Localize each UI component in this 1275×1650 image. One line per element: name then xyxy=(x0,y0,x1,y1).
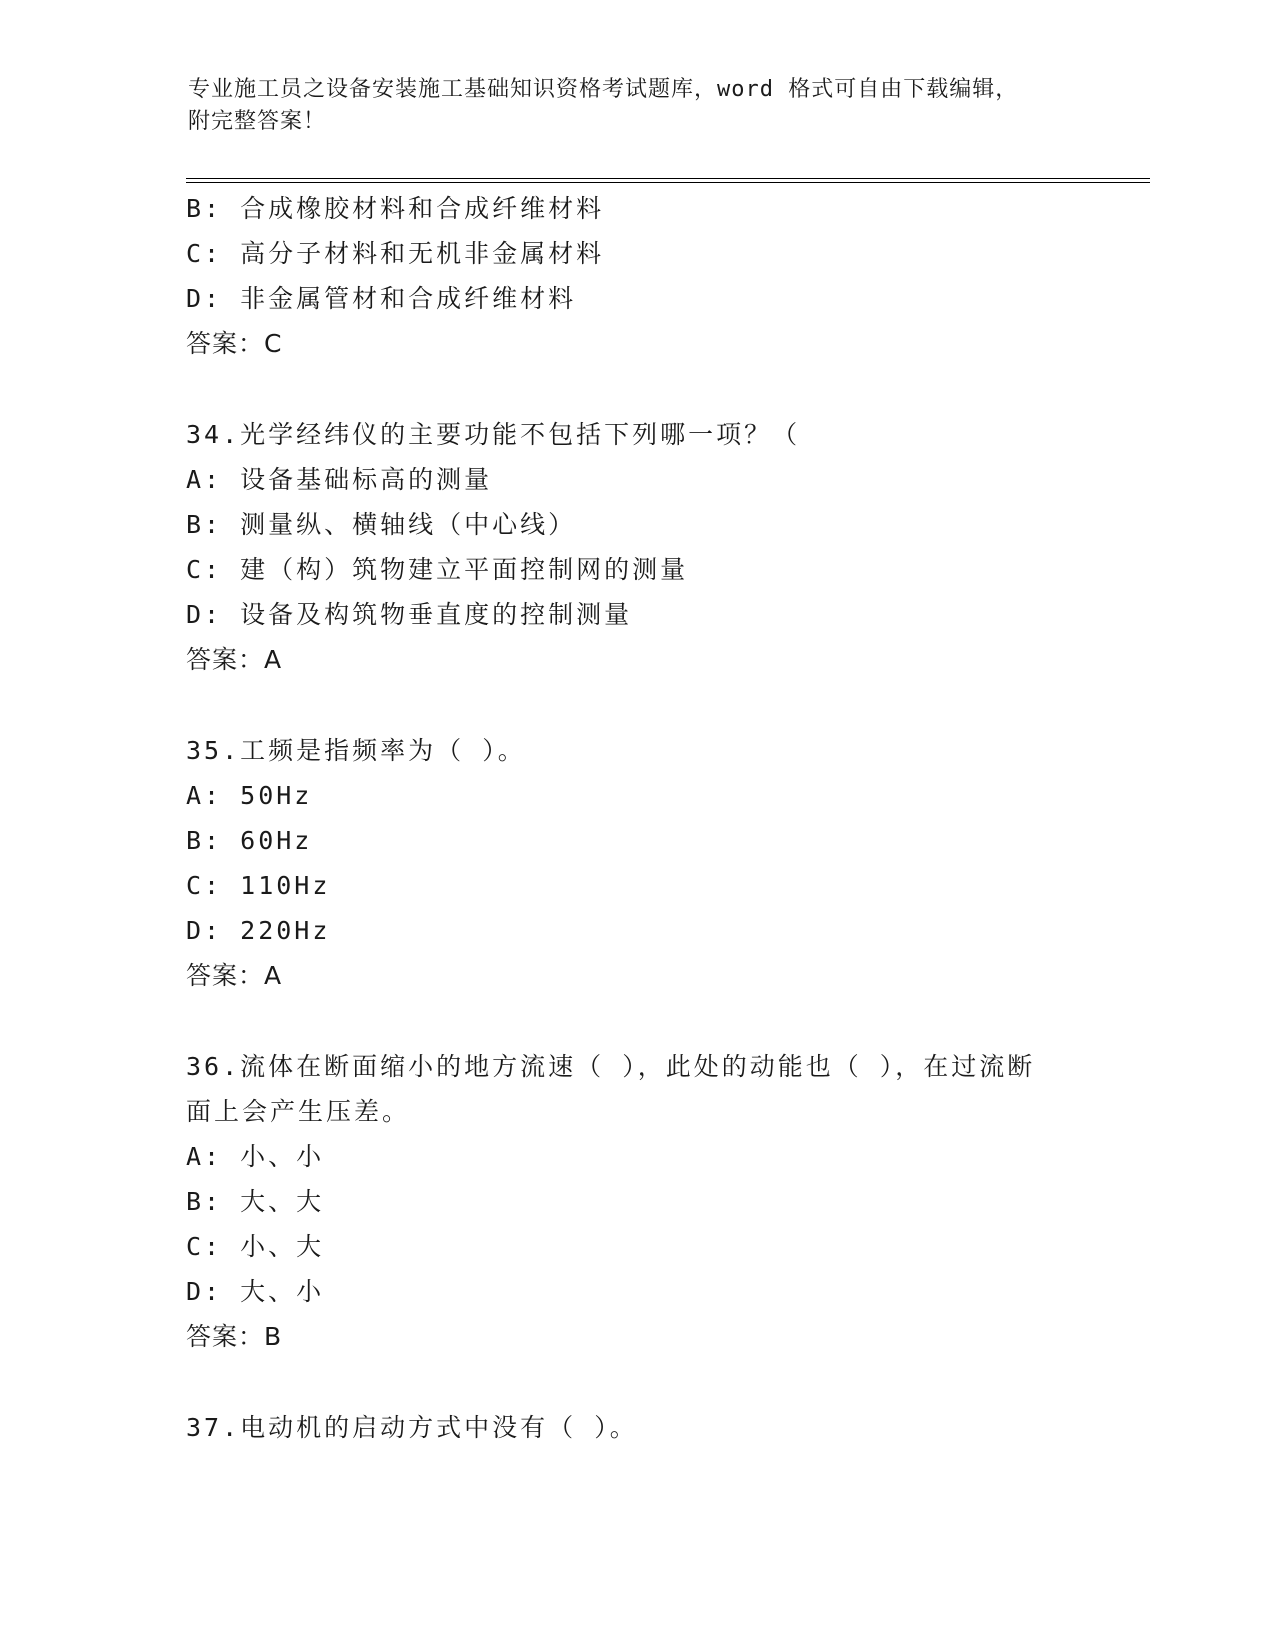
q35-question: 35.工频是指频率为（ ）。 xyxy=(186,736,526,765)
q34-question: 34.光学经纬仪的主要功能不包括下列哪一项？（ xyxy=(186,420,801,449)
header-divider-top xyxy=(186,178,1150,179)
q36-option-c: C: 小、大 xyxy=(186,1232,325,1261)
q34-option-c: C: 建（构）筑物建立平面控制网的测量 xyxy=(186,555,689,584)
q35-option-c: C: 110Hz xyxy=(186,871,331,900)
q33-option-c: C: 高分子材料和无机非金属材料 xyxy=(186,239,605,268)
q33-option-b: B: 合成橡胶材料和合成纤维材料 xyxy=(186,194,605,223)
q33-option-d: D: 非金属管材和合成纤维材料 xyxy=(186,284,577,313)
q35-option-a: A: 50Hz xyxy=(186,781,313,810)
q36-option-d: D: 大、小 xyxy=(186,1277,325,1306)
q36-question-line-1: 36.流体在断面缩小的地方流速（ ），此处的动能也（ ），在过流断 xyxy=(186,1052,1036,1081)
q35-option-d: D: 220Hz xyxy=(186,916,331,945)
q37-question: 37.电动机的启动方式中没有（ ）。 xyxy=(186,1413,638,1442)
header-title-line-2: 附完整答案！ xyxy=(188,109,327,134)
q34-option-d: D: 设备及构筑物垂直度的控制测量 xyxy=(186,600,633,629)
document-header xyxy=(188,74,1068,138)
q35-option-b: B: 60Hz xyxy=(186,826,313,855)
q33-answer: 答案：C xyxy=(186,329,283,358)
header-title-line-1: 专业施工员之设备安装施工基础知识资格考试题库，word 格式可自由下载编辑， xyxy=(188,77,1019,102)
q34-option-a: A: 设备基础标高的测量 xyxy=(186,465,493,494)
q35-answer: 答案：A xyxy=(186,961,283,990)
header-divider-bottom xyxy=(186,182,1150,183)
q36-option-a: A: 小、小 xyxy=(186,1142,325,1171)
q36-question-line-2: 面上会产生压差。 xyxy=(186,1097,411,1126)
q36-answer: 答案：B xyxy=(186,1322,283,1351)
q34-answer: 答案：A xyxy=(186,645,283,674)
q34-option-b: B: 测量纵、横轴线（中心线） xyxy=(186,510,577,539)
q36-option-b: B: 大、大 xyxy=(186,1187,325,1216)
